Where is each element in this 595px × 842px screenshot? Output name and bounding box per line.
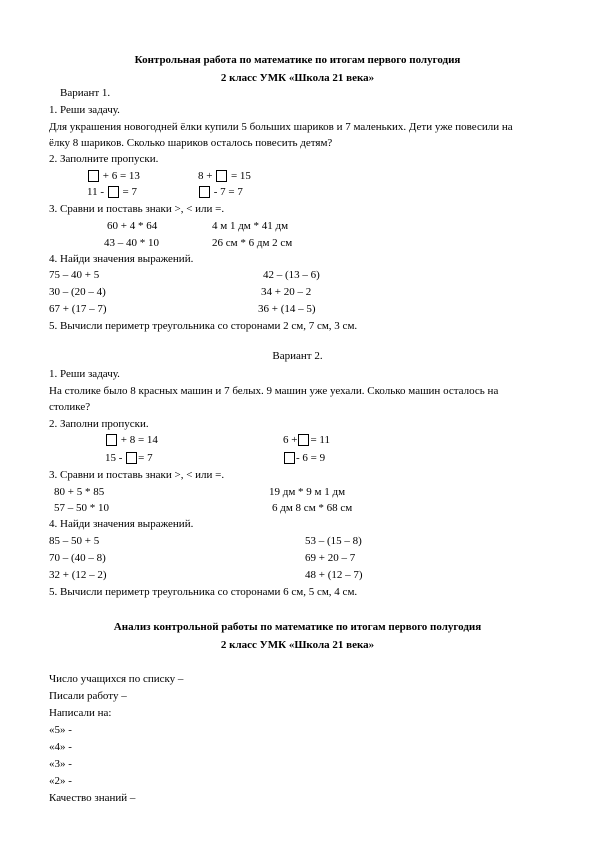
v2-task3-heading: 3. Сравни и поставь знаки >, < или =.: [49, 469, 225, 481]
blank-box: [106, 434, 117, 446]
v2-compare-2: 19 дм * 9 м 1 дм: [269, 486, 346, 498]
analysis-row-2: «2» -: [49, 775, 72, 787]
v1-task1-text-line1: Для украшения новогодней ёлки купили 5 больших шариков и 7 маленьких. Дети уже повесили на: [49, 121, 513, 133]
v1-gap-1: + 6 = 13: [87, 170, 140, 183]
v2-task5: 5. Вычисли периметр треугольника со сторонами 6 см, 5 см, 4 см.: [49, 586, 358, 598]
analysis-row-grades: Написали на:: [49, 707, 112, 719]
v1-expr-2: 42 – (13 – 6): [263, 269, 320, 281]
v2-expr-1: 85 – 50 + 5: [49, 535, 100, 547]
v2-task1-text-line1: На столике было 8 красных машин и 7 белых. 9 машин уже уехали. Сколько машин осталось на: [49, 385, 499, 397]
v1-task1-heading: 1. Реши задачу.: [49, 104, 120, 116]
v2-task1-heading: 1. Реши задачу.: [49, 368, 120, 380]
v1-expr-4: 34 + 20 – 2: [261, 286, 312, 298]
analysis-row-3: «3» -: [49, 758, 72, 770]
v2-expr-3: 70 – (40 – 8): [49, 552, 106, 564]
v1-expr-5: 67 + (17 – 7): [49, 303, 107, 315]
v2-gap-2: 6 + = 11: [283, 434, 331, 446]
v2-expr-4: 69 + 20 – 7: [305, 552, 356, 564]
v1-gap-3: 11 - = 7: [87, 186, 137, 198]
analysis-row-wrote: Писали работу –: [49, 690, 127, 702]
blank-box: [88, 170, 99, 182]
v1-task2-heading: 2. Заполните пропуски.: [49, 153, 159, 165]
doc-subtitle: 2 класс УМК «Школа 21 века»: [220, 72, 375, 84]
v1-compare-4: 26 см * 6 дм 2 см: [212, 237, 293, 249]
blank-box: [199, 186, 210, 198]
v2-gap-3: 15 - = 7: [105, 452, 153, 464]
v1-task3-heading: 3. Сравни и поставь знаки >, < или =.: [49, 203, 225, 215]
v2-compare-1: 80 + 5 * 85: [54, 486, 105, 498]
v1-expr-6: 36 + (14 – 5): [258, 303, 316, 315]
variant-2-heading: Вариант 2.: [272, 350, 323, 362]
v2-task1-text-line2: столике?: [49, 401, 91, 413]
v2-compare-3: 57 – 50 * 10: [54, 502, 109, 514]
blank-box: [284, 452, 295, 464]
v1-task4-heading: 4. Найди значения выражений.: [49, 253, 194, 265]
v1-gap-4: - 7 = 7: [198, 186, 243, 199]
analysis-title: Анализ контрольной работы по математике по итогам первого полугодия: [113, 621, 482, 633]
v2-compare-4: 6 дм 8 см * 68 см: [272, 502, 353, 514]
blank-box: [108, 186, 119, 198]
v2-task4-heading: 4. Найди значения выражений.: [49, 518, 194, 530]
blank-box: [126, 452, 137, 464]
analysis-row-5: «5» -: [49, 724, 72, 736]
v2-expr-6: 48 + (12 – 7): [305, 569, 363, 581]
blank-box: [298, 434, 309, 446]
analysis-row-4: «4» -: [49, 741, 72, 753]
v1-compare-3: 43 – 40 * 10: [104, 237, 159, 249]
v2-task2-heading: 2. Заполни пропуски.: [49, 418, 149, 430]
v2-expr-2: 53 – (15 – 8): [305, 535, 362, 547]
analysis-row-quality: Качество знаний –: [49, 792, 136, 804]
v1-compare-2: 4 м 1 дм * 41 дм: [212, 220, 289, 232]
v1-gap-2: 8 + = 15: [198, 170, 251, 182]
v1-expr-1: 75 – 40 + 5: [49, 269, 100, 281]
variant-1-heading: Вариант 1.: [60, 87, 111, 99]
blank-box: [216, 170, 227, 182]
v1-compare-1: 60 + 4 * 64: [107, 220, 158, 232]
analysis-subtitle: 2 класс УМК «Школа 21 века»: [220, 639, 375, 651]
v1-task1-text-line2: ёлку 8 шариков. Сколько шариков осталось повесить детям?: [49, 137, 333, 149]
v2-gap-4: - 6 = 9: [283, 452, 325, 465]
doc-title: Контрольная работа по математике по итогам первого полугодия: [134, 54, 461, 66]
v1-task5: 5. Вычисли периметр треугольника со сторонами 2 см, 7 см, 3 см.: [49, 320, 358, 332]
v2-gap-1: + 8 = 14: [105, 434, 158, 447]
analysis-row-students: Число учащихся по списку –: [49, 673, 184, 685]
v1-expr-3: 30 – (20 – 4): [49, 286, 106, 298]
v2-expr-5: 32 + (12 – 2): [49, 569, 107, 581]
